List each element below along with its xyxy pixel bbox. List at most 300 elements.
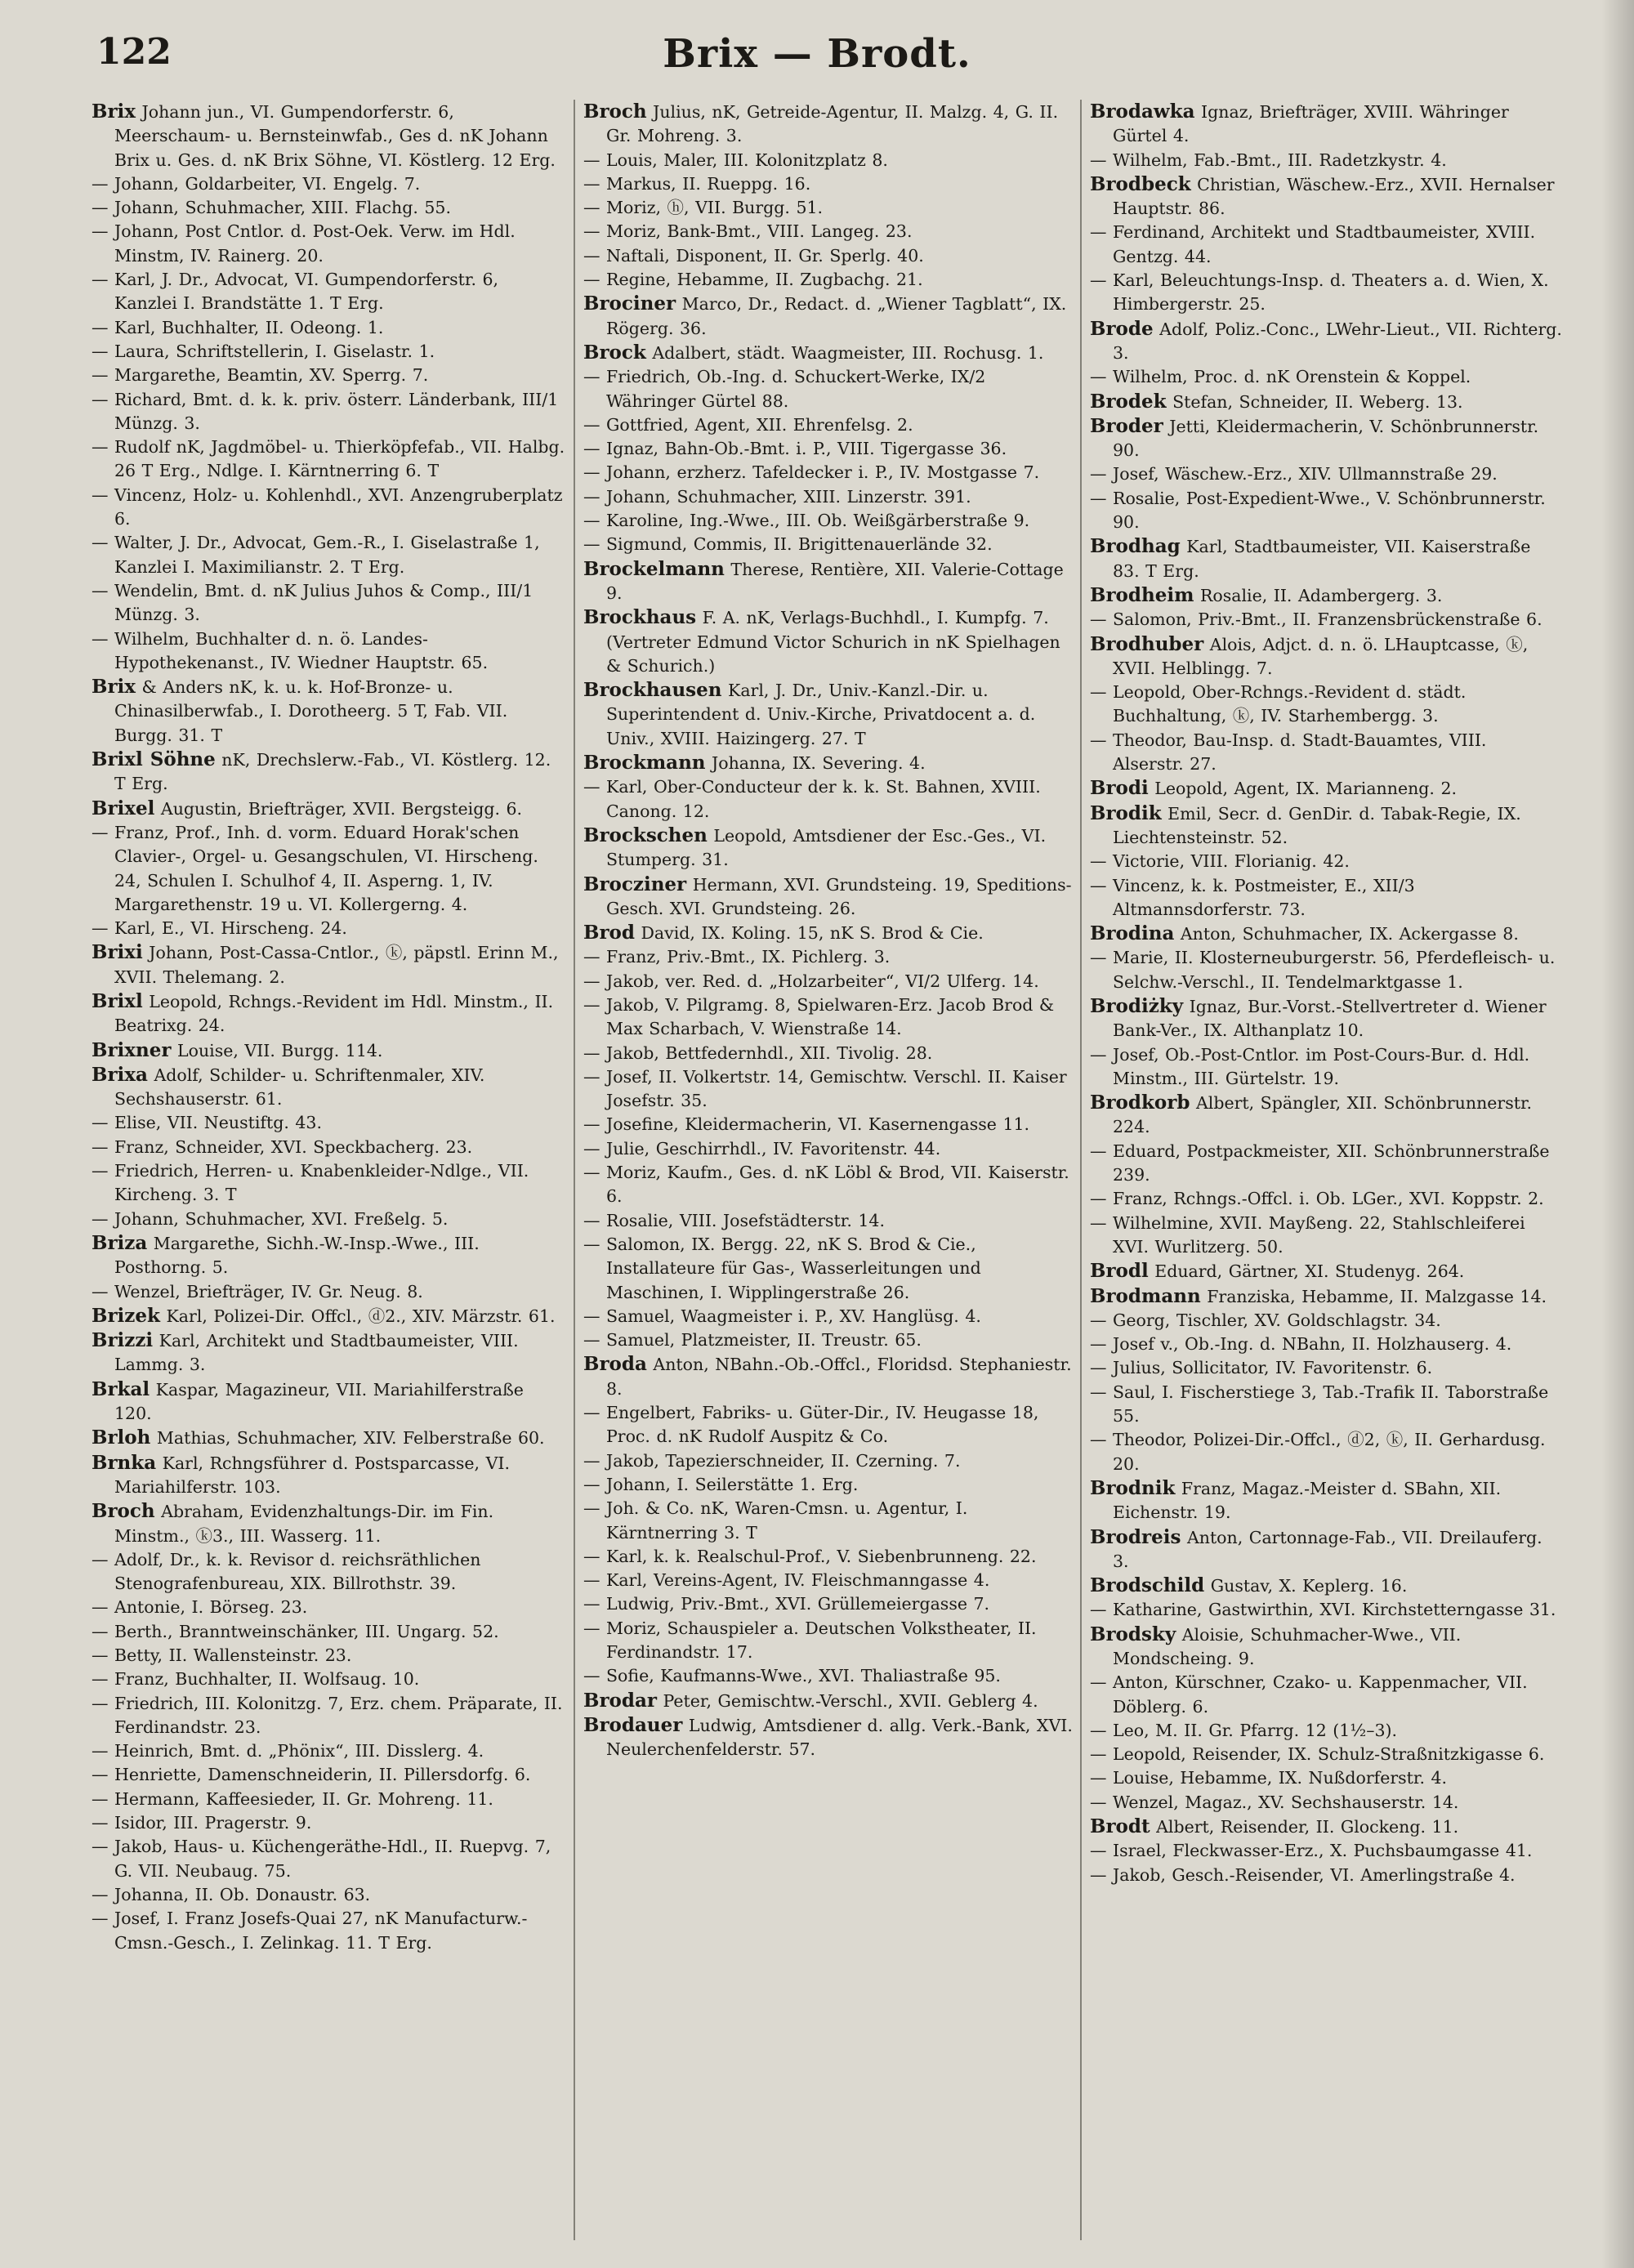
entry-text: Leopold, Agent, IX. Marianneng. 2. <box>1148 779 1458 799</box>
directory-entry <box>92 1111 565 1135</box>
entry-surname: Brock <box>583 341 646 364</box>
entry-text: — Josef, II. Volkertstr. 14, Gemischtw. Verschl. II. Kaiser Josefstr. 35. <box>583 1066 1067 1111</box>
entry-text: — Theodor, Polizei-Dir.-Offcl., ⓓ2, ⓚ, II. Gerhardusg. 20. <box>1090 1430 1546 1474</box>
entry-surname: Briza <box>92 1231 148 1254</box>
directory-entry <box>92 1063 565 1112</box>
directory-entry <box>583 365 1074 413</box>
directory-entry <box>583 873 1074 922</box>
directory-entry <box>583 678 1074 751</box>
directory-entry <box>1090 390 1562 414</box>
directory-entry <box>92 1159 565 1208</box>
entry-text: Louise, VII. Burgg. 114. <box>171 1040 383 1060</box>
entry-text: Anton, Cartonnage-Fab., VII. Dreilauferg. 3. <box>1113 1527 1542 1571</box>
entry-text: Emil, Secr. d. GenDir. d. Tabak-Regie, IX. Liechtensteinstr. 52. <box>1113 803 1521 847</box>
entry-text: — Samuel, Waagmeister i. P., XV. Hanglüsg. 4. <box>583 1306 981 1326</box>
entry-text: — Eduard, Postpackmeister, XII. Schönbrunnerstraße 239. <box>1090 1141 1550 1185</box>
directory-entry <box>92 821 565 917</box>
entry-surname: Broda <box>583 1353 647 1376</box>
entry-surname: Brodina <box>1090 922 1175 945</box>
entry-text: Gustav, X. Keplerg. 16. <box>1204 1576 1408 1596</box>
entry-surname: Brociner <box>583 292 676 315</box>
directory-entry <box>1090 534 1562 583</box>
entry-text: — Franz, Priv.-Bmt., IX. Pichlerg. 3. <box>583 947 891 967</box>
entry-surname: Brix <box>92 676 136 699</box>
directory-entry <box>92 1596 565 1619</box>
directory-entry <box>583 413 1074 437</box>
entry-text: Karl, Architekt und Stadtbaumeister, VIII. Lammg. 3. <box>114 1331 519 1375</box>
entry-text: Therese, Rentière, XII. Valerie-Cottage 9. <box>606 559 1064 603</box>
directory-entry <box>583 244 1074 268</box>
directory-entry <box>1090 729 1562 777</box>
directory-entry <box>1090 1525 1562 1574</box>
directory-entry <box>1090 874 1562 922</box>
entry-text: F. A. nK, Verlags-Buchhdl., I. Kumpfg. 7. (Vertreter Edmund Victor Schurich in nK Spielhagen & Schurich.) <box>606 608 1060 676</box>
entry-text: Rosalie, II. Adambergerg. 3. <box>1194 585 1443 605</box>
directory-entry <box>1090 1284 1562 1309</box>
directory-entry <box>583 775 1074 824</box>
entry-text: — Richard, Bmt. d. k. k. priv. österr. Länderbank, III/1 Münzg. 3. <box>92 389 559 433</box>
entry-surname: Brodawka <box>1090 100 1195 123</box>
entry-text: — Wilhelm, Proc. d. nK Orenstein & Koppel. <box>1090 367 1471 387</box>
entry-surname: Brizek <box>92 1304 160 1327</box>
entry-text: — Joh. & Co. nK, Waren-Cmsn. u. Agentur, I. Kärntnerring 3. T <box>583 1498 968 1543</box>
entry-text: — Friedrich, Ob.-Ing. d. Schuckert-Werke, IX/2 Währinger Gürtel 88. <box>583 367 986 411</box>
entry-surname: Brodiżky <box>1090 994 1184 1017</box>
directory-entry <box>1090 1766 1562 1790</box>
entry-text: — Josef, Ob.-Post-Cntlor. im Post-Cours-Bur. d. Hdl. Minstm., III. Gürtelstr. 19. <box>1090 1044 1530 1088</box>
entry-surname: Brodreis <box>1090 1525 1181 1548</box>
entry-surname: Brodschild <box>1090 1574 1205 1597</box>
entry-text: — Moriz, ⓗ, VII. Burgg. 51. <box>583 198 824 218</box>
entry-text: — Johann, Schuhmacher, XVI. Freßelg. 5. <box>92 1208 449 1229</box>
directory-entry <box>92 797 565 821</box>
entry-text: — Leo, M. II. Gr. Pfarrg. 12 (1½–3). <box>1090 1720 1398 1740</box>
entry-text: — Louis, Maler, III. Kolonitzplatz 8. <box>583 150 888 170</box>
directory-entry <box>583 1161 1074 1209</box>
directory-entry <box>583 1473 1074 1497</box>
entry-surname: Brkal <box>92 1377 150 1400</box>
directory-entry <box>1090 583 1562 608</box>
directory-entry <box>1090 100 1562 149</box>
directory-entry <box>583 1233 1074 1305</box>
entry-text: — Jakob, Haus- u. Küchengeräthe-Hdl., II. Ruepvg. 7, G. VII. Neubaug. 75. <box>92 1837 551 1881</box>
entry-text: — Anton, Kürschner, Czako- u. Kappenmacher, VII. Döblerg. 6. <box>1090 1672 1528 1717</box>
directory-entry <box>92 316 565 340</box>
directory-entry <box>583 100 1074 149</box>
entry-text: — Johann, Schuhmacher, XIII. Linzerstr. 391. <box>583 486 971 507</box>
entry-surname: Brodi <box>1090 777 1149 800</box>
directory-entry <box>1090 1333 1562 1356</box>
entry-text: — Laura, Schriftstellerin, I. Giselastr. 1. <box>92 341 435 361</box>
entry-text: — Karl, k. k. Realschul-Prof., V. Siebenbrunneng. 22. <box>583 1546 1037 1566</box>
directory-entry <box>583 341 1074 365</box>
directory-entry <box>92 1668 565 1691</box>
directory-entry <box>1090 681 1562 729</box>
entry-text: — Margarethe, Beamtin, XV. Sperrg. 7. <box>92 365 429 386</box>
directory-entry <box>583 292 1074 341</box>
entry-text: Stefan, Schneider, II. Weberg. 13. <box>1166 391 1463 412</box>
entry-text: — Katharine, Gastwirthin, XVI. Kirchstetterngasse 31. <box>1090 1600 1556 1620</box>
directory-entry <box>92 484 565 532</box>
entry-text: & Anders nK, k. u. k. Hof-Bronze- u. Chinasilberwfab., I. Dorotheerg. 5 T, Fab. VII. Burgg. 31. T <box>114 677 508 745</box>
directory-entry <box>1090 1791 1562 1815</box>
entry-text: — Josef, I. Franz Josefs-Quai 27, nK Manufacturw.-Cmsn.-Gesch., I. Zelinkag. 11. T Erg. <box>92 1909 528 1953</box>
directory-entry <box>92 1620 565 1644</box>
directory-entry <box>583 1664 1074 1688</box>
entry-surname: Brodhuber <box>1090 632 1204 655</box>
entry-text: — Leopold, Reisender, IX. Schulz-Straßnitzkigasse 6. <box>1090 1744 1545 1765</box>
entry-surname: Brodauer <box>583 1713 683 1736</box>
entry-surname: Brnka <box>92 1451 157 1474</box>
entry-surname: Brodheim <box>1090 583 1194 606</box>
running-title: Brix — Brodt. <box>663 31 971 77</box>
entry-text: — Jakob, Bettfedernhdl., XII. Tivolig. 28. <box>583 1042 933 1063</box>
entry-text: — Walter, J. Dr., Advocat, Gem.-R., I. Giselastraße 1, Kanzlei I. Maximilianstr. 2. T Erg. <box>92 533 540 577</box>
entry-surname: Brodkorb <box>1090 1092 1190 1114</box>
entry-text: — Johann, Goldarbeiter, VI. Engelg. 7. <box>92 173 421 194</box>
directory-entry <box>1090 1574 1562 1598</box>
entry-text: — Theodor, Bau-Insp. d. Stadt-Bauamtes, VIII. Alserstr. 27. <box>1090 730 1487 775</box>
entry-text: — Wenzel, Briefträger, IV. Gr. Neug. 8. <box>92 1281 423 1301</box>
directory-entry <box>1090 269 1562 317</box>
entry-surname: Brixl Söhne <box>92 748 216 771</box>
entry-text: Karl, Stadtbaumeister, VII. Kaiserstraße 83. T Erg. <box>1113 537 1531 581</box>
directory-entry <box>92 1883 565 1907</box>
directory-entry <box>583 220 1074 243</box>
entry-text: — Friedrich, III. Kolonitzg. 7, Erz. chem. Präparate, II. Ferdinandstr. 23. <box>92 1693 563 1737</box>
entry-text: Karl, J. Dr., Univ.-Kanzl.-Dir. u. Superintendent d. Univ.-Kirche, Privatdocent a. d. Univ., XVIII. Haizingerg. 27. T <box>606 681 1036 748</box>
entry-text: Albert, Reisender, II. Glockeng. 11. <box>1150 1817 1459 1837</box>
entry-text: — Antonie, I. Börseg. 23. <box>92 1597 308 1618</box>
directory-entry <box>92 268 565 316</box>
entry-text: — Franz, Schneider, XVI. Speckbacherg. 23. <box>92 1136 473 1157</box>
entry-text: Johann jun., VI. Gumpendorferstr. 6, Meerschaum- u. Bernsteinwfab., Ges d. nK Johann Brix u. Ges. d. nK Brix Söhne, VI. Köstlerg. 12 Erg. <box>114 102 556 170</box>
entry-text: nK, Drechslerw.-Fab., VI. Köstlerg. 12. T Erg. <box>114 750 551 794</box>
directory-entry <box>92 1499 565 1548</box>
entry-text: Margarethe, Sichh.-W.-Insp.-Wwe., III. Posthorng. 5. <box>114 1233 480 1278</box>
directory-entry <box>1090 1864 1562 1887</box>
directory-entry <box>583 921 1074 945</box>
directory-entry <box>92 1835 565 1883</box>
directory-entry <box>583 461 1074 484</box>
directory-entry <box>1090 801 1562 850</box>
entry-surname: Brix <box>92 100 136 123</box>
entry-text: — Victorie, VIII. Florianig. 42. <box>1090 851 1350 872</box>
directory-entry <box>1090 1381 1562 1429</box>
directory-entry <box>92 364 565 387</box>
entry-text: — Rosalie, Post-Expedient-Wwe., V. Schönbrunnerstr. 90. <box>1090 488 1546 533</box>
entry-text: — Elise, VII. Neustiftg. 43. <box>92 1113 322 1133</box>
entry-text: Ignaz, Briefträger, XVIII. Währinger Gürtel 4. <box>1113 102 1509 146</box>
entry-text: — Julie, Geschirrhdl., IV. Favoritenstr. 44. <box>583 1138 941 1159</box>
directory-entry <box>92 1692 565 1740</box>
entry-text: Johanna, IX. Severing. 4. <box>705 753 926 774</box>
entry-text: — Vincenz, Holz- u. Kohlenhdl., XVI. Anzengruberplatz 6. <box>92 484 563 529</box>
entry-surname: Brodl <box>1090 1260 1149 1283</box>
directory-entry <box>583 1328 1074 1352</box>
entry-text: — Friedrich, Herren- u. Knabenkleider-Ndlge., VII. Kircheng. 3. T <box>92 1161 529 1205</box>
entry-text: — Wilhelm, Fab.-Bmt., III. Radetzkystr. 4. <box>1090 150 1447 170</box>
entry-text: — Johann, erzherz. Tafeldecker i. P., IV. Mostgasse 7. <box>583 462 1040 483</box>
directory-entry <box>1090 487 1562 535</box>
entry-text: — Johanna, II. Ob. Donaustr. 63. <box>92 1884 371 1904</box>
entry-surname: Broch <box>92 1500 155 1523</box>
directory-entry <box>92 435 565 484</box>
directory-entry <box>583 1497 1074 1545</box>
entry-surname: Brockhaus <box>583 606 697 629</box>
entry-text: — Gottfried, Agent, XII. Ehrenfelsg. 2. <box>583 414 913 435</box>
entry-text: — Hermann, Kaffeesieder, II. Gr. Mohreng. 11. <box>92 1788 493 1809</box>
directory-entry <box>92 1788 565 1811</box>
directory-entry <box>583 1545 1074 1569</box>
directory-entry <box>583 1137 1074 1161</box>
directory-entry <box>583 751 1074 775</box>
entry-surname: Brixl <box>92 989 143 1012</box>
page-header <box>0 23 1634 96</box>
directory-entry <box>92 340 565 364</box>
entry-text: — Moriz, Schauspieler a. Deutschen Volkstheater, II. Ferdinandstr. 17. <box>583 1618 1037 1662</box>
entry-text: — Heinrich, Bmt. d. „Phönix“, III. Disslerg. 4. <box>92 1741 484 1761</box>
directory-entry <box>1090 1476 1562 1525</box>
entry-surname: Brod <box>583 922 635 944</box>
entry-text: — Josef, Wäschew.-Erz., XIV. Ullmannstraße 29. <box>1090 464 1498 484</box>
directory-entry <box>92 917 565 940</box>
entry-text: — Franz, Buchhalter, II. Wolfsaug. 10. <box>92 1669 420 1690</box>
directory-entry <box>1090 172 1562 221</box>
entry-text: Julius, nK, Getreide-Agentur, II. Malzg. 4, G. II. Gr. Mohreng. 3. <box>606 102 1059 146</box>
directory-entry <box>92 1548 565 1596</box>
entry-text: — Sigmund, Commis, II. Brigittenauerlände 32. <box>583 534 993 555</box>
entry-surname: Brodhag <box>1090 535 1181 558</box>
entry-text: — Karl, Buchhalter, II. Odeong. 1. <box>92 317 384 337</box>
directory-entry <box>583 509 1074 533</box>
directory-entry <box>583 437 1074 461</box>
directory-entry <box>1090 1719 1562 1743</box>
entry-text: Ludwig, Amtsdiener d. allg. Verk.-Bank, XVI. Neulerchenfelderstr. 57. <box>606 1715 1073 1760</box>
directory-entry <box>92 531 565 579</box>
column-divider <box>1080 100 1082 2240</box>
directory-entry <box>1090 149 1562 172</box>
entry-text: Peter, Gemischtw.-Verschl., XVII. Geblerg 4. <box>657 1690 1038 1711</box>
entry-text: — Georg, Tischler, XV. Goldschlagstr. 34. <box>1090 1310 1441 1330</box>
entry-surname: Brodek <box>1090 390 1167 413</box>
entry-text: Marco, Dr., Redact. d. „Wiener Tagblatt“, IX. Rögerg. 36. <box>606 294 1067 338</box>
directory-entry <box>92 1426 565 1450</box>
directory-entry <box>92 989 565 1038</box>
entry-text: — Moriz, Kaufm., Ges. d. nK Löbl & Brod, VII. Kaiserstr. 6. <box>583 1163 1069 1207</box>
entry-surname: Brixa <box>92 1063 148 1086</box>
entry-text: Johann, Post-Cassa-Cntlor., ⓚ, päpstl. Erinn M., XVII. Thelemang. 2. <box>114 943 559 987</box>
directory-entry <box>583 196 1074 220</box>
directory-entry <box>583 533 1074 556</box>
entry-text: Franziska, Hebamme, II. Malzgasse 14. <box>1200 1286 1547 1306</box>
entry-text: Hermann, XVI. Grundsteing. 19, Speditions-Gesch. XVI. Grundsteing. 26. <box>606 874 1072 918</box>
directory-entry <box>92 100 565 172</box>
directory-entry <box>92 1038 565 1063</box>
entry-text: — Wendelin, Bmt. d. nK Julius Juhos & Comp., III/1 Münzg. 3. <box>92 580 534 625</box>
directory-entry <box>583 1352 1074 1401</box>
directory-entry <box>1090 946 1562 994</box>
entry-surname: Brixi <box>92 941 143 964</box>
entry-text: — Berth., Branntweinschänker, III. Ungarg. 52. <box>92 1621 499 1641</box>
entry-text: Jetti, Kleidermacherin, V. Schönbrunnerstr. 90. <box>1113 416 1539 461</box>
entry-text: Leopold, Rchngs.-Revident im Hdl. Minstm., II. Beatrixg. 24. <box>114 991 554 1036</box>
entry-surname: Broch <box>583 100 647 123</box>
directory-entry <box>92 1644 565 1668</box>
directory-entry <box>1090 462 1562 486</box>
entry-text: — Louise, Hebamme, IX. Nußdorferstr. 4. <box>1090 1768 1448 1788</box>
directory-entry <box>583 557 1074 606</box>
directory-entry <box>92 579 565 627</box>
entry-surname: Broder <box>1090 414 1163 437</box>
entry-text: — Josefine, Kleidermacherin, VI. Kasernengasse 11. <box>583 1114 1030 1135</box>
column-3 <box>1090 100 1562 2240</box>
entry-surname: Brodar <box>583 1689 658 1712</box>
directory-entry <box>583 1689 1074 1713</box>
entry-text: — Karoline, Ing.-Wwe., III. Ob. Weißgärberstraße 9. <box>583 511 1030 531</box>
entry-surname: Brockhausen <box>583 679 722 702</box>
entry-text: — Ignaz, Bahn-Ob.-Bmt. i. P., VIII. Tigergasse 36. <box>583 439 1007 459</box>
column-divider <box>574 100 575 2240</box>
entry-surname: Brizzi <box>92 1329 154 1352</box>
entry-surname: Brodt <box>1090 1815 1150 1838</box>
entry-text: — Sofie, Kaufmanns-Wwe., XVI. Thaliastraße 95. <box>583 1666 1001 1686</box>
directory-entry <box>1090 1671 1562 1719</box>
directory-entry <box>1090 414 1562 463</box>
directory-entry <box>583 945 1074 969</box>
directory-entry <box>583 1209 1074 1233</box>
entry-text: — Franz, Prof., Inh. d. vorm. Eduard Horak'schen Clavier-, Orgel- u. Gesangschulen, VI. Hirscheng. 24, Schulen I. Schulhof 4, II. Asperng. 1, IV. Margarethenstr. 19 u. VI. Kollergerng. 4. <box>92 822 538 914</box>
directory-entry <box>583 1113 1074 1136</box>
entry-text: — Engelbert, Fabriks- u. Güter-Dir., IV. Heugasse 18, Proc. d. nK Rudolf Auspitz & Co. <box>583 1403 1039 1447</box>
entry-surname: Brockelmann <box>583 557 725 580</box>
directory-entry <box>583 485 1074 509</box>
directory-entry <box>1090 1212 1562 1260</box>
entry-text: Anton, Schuhmacher, IX. Ackergasse 8. <box>1174 924 1519 944</box>
entry-text: — Adolf, Dr., k. k. Revisor d. reichsräthlichen Stenografenbureau, XIX. Billrothstr. 39. <box>92 1549 481 1594</box>
entry-surname: Brloh <box>92 1426 151 1449</box>
entry-surname: Brodbeck <box>1090 172 1191 195</box>
entry-surname: Brixner <box>92 1038 172 1061</box>
directory-entry <box>1090 850 1562 873</box>
entry-text: — Markus, II. Rueppg. 16. <box>583 173 811 194</box>
entry-text: David, IX. Koling. 15, nK S. Brod & Cie. <box>634 923 984 944</box>
directory-entry <box>1090 1598 1562 1622</box>
directory-entry <box>583 1065 1074 1114</box>
directory-entry <box>92 1763 565 1787</box>
entry-surname: Brode <box>1090 317 1154 340</box>
entry-text: — Jakob, ver. Red. d. „Holzarbeiter“, VI/2 Ulferg. 14. <box>583 971 1039 991</box>
entry-surname: Brodmann <box>1090 1284 1201 1307</box>
directory-entry <box>1090 1356 1562 1380</box>
entry-text: — Naftali, Disponent, II. Gr. Sperlg. 40. <box>583 245 924 266</box>
entry-surname: Brodnik <box>1090 1476 1176 1499</box>
entry-text: — Franz, Rchngs.-Offcl. i. Ob. LGer., XVI. Koppstr. 2. <box>1090 1189 1544 1209</box>
entry-text: — Wilhelmine, XVII. Mayßeng. 22, Stahlschleiferei XVI. Wurlitzerg. 50. <box>1090 1212 1525 1257</box>
directory-entry <box>92 1231 565 1280</box>
directory-entry <box>1090 1839 1562 1863</box>
directory-entry <box>583 1713 1074 1762</box>
page-edge-shadow <box>1601 0 1634 2268</box>
directory-entry <box>1090 608 1562 632</box>
directory-entry <box>92 1136 565 1159</box>
entry-text: Albert, Spängler, XII. Schönbrunnerstr. 224. <box>1113 1093 1533 1137</box>
entry-surname: Brockmann <box>583 752 706 775</box>
entry-text: Ignaz, Bur.-Vorst.-Stellvertreter d. Wiener Bank-Ver., IX. Althanplatz 10. <box>1113 996 1547 1041</box>
entry-text: Eduard, Gärtner, XI. Studenyg. 264. <box>1148 1261 1465 1282</box>
entry-text: Adolf, Schilder- u. Schriftenmaler, XIV. Sechshauserstr. 61. <box>114 1065 485 1109</box>
directory-entry <box>92 1208 565 1231</box>
entry-text: — Jakob, Gesch.-Reisender, VI. Amerlingstraße 4. <box>1090 1864 1516 1885</box>
entry-surname: Brocziner <box>583 873 687 895</box>
entry-text: Leopold, Amtsdiener der Esc.-Ges., VI. Stumperg. 31. <box>606 825 1047 870</box>
directory-entry <box>92 1377 565 1426</box>
entry-text: Alois, Adjct. d. n. ö. LHauptcasse, ⓚ, XVII. Helblingg. 7. <box>1113 634 1529 678</box>
entry-text: — Rudolf nK, Jagdmöbel- u. Thierköpfefab., VII. Halbg. 26 T Erg., Ndlge. I. Kärntnerring 6. T <box>92 437 565 481</box>
directory-entry <box>92 1739 565 1763</box>
entry-surname: Brodsky <box>1090 1623 1176 1645</box>
directory-entry <box>583 172 1074 196</box>
directory-entry <box>1090 1043 1562 1092</box>
directory-entry <box>1090 1187 1562 1211</box>
directory-entry <box>1090 1309 1562 1333</box>
entry-text: — Salomon, IX. Bergg. 22, nK S. Brod & Cie., Installateure für Gas-, Wasserleitungen und Maschinen, I. Wipplingerstraße 26. <box>583 1234 981 1302</box>
column-1 <box>92 100 565 2240</box>
entry-text: — Johann, I. Seilerstätte 1. Erg. <box>583 1474 859 1494</box>
entry-text: Adalbert, städt. Waagmeister, III. Rochusg. 1. <box>645 342 1044 363</box>
directory-entry <box>1090 1091 1562 1140</box>
entry-text: — Johann, Post Cntlor. d. Post-Oek. Verw. im Hdl. Minstm, IV. Rainerg. 20. <box>92 221 516 266</box>
directory-entry <box>583 605 1074 678</box>
directory-entry <box>92 1328 565 1377</box>
entry-text: — Samuel, Platzmeister, II. Treustr. 65. <box>583 1330 922 1351</box>
directory-entry <box>1090 1743 1562 1766</box>
directory-entry <box>1090 994 1562 1043</box>
entry-text: — Marie, II. Klosterneuburgerstr. 56, Pferdefleisch- u. Selchw.-Verschl., II. Tendelmarktgasse 1. <box>1090 948 1556 992</box>
entry-text: — Betty, II. Wallensteinstr. 23. <box>92 1645 352 1665</box>
directory-entry <box>92 1304 565 1328</box>
directory-entry <box>1090 922 1562 946</box>
directory-entry <box>583 993 1074 1042</box>
entry-text: Christian, Wäschew.-Erz., XVII. Hernalser Hauptstr. 86. <box>1113 174 1555 219</box>
entry-text: Franz, Magaz.-Meister d. SBahn, XII. Eichenstr. 19. <box>1113 1478 1502 1523</box>
directory-entry <box>1090 1259 1562 1284</box>
directory-entry <box>1090 1428 1562 1476</box>
directory-entry <box>583 1042 1074 1065</box>
entry-text: Adolf, Poliz.-Conc., LWehr-Lieut., VII. Richterg. 3. <box>1113 319 1562 363</box>
entry-text: Anton, NBahn.-Ob.-Offcl., Floridsd. Stephaniestr. 8. <box>606 1355 1072 1399</box>
entry-text: — Isidor, III. Pragerstr. 9. <box>92 1813 312 1833</box>
directory-entry <box>92 627 565 676</box>
entry-text: — Jakob, V. Pilgramg. 8, Spielwaren-Erz. Jacob Brod & Max Scharbach, V. Wienstraße 14. <box>583 994 1055 1039</box>
entry-text: — Wilhelm, Buchhalter d. n. ö. Landes-Hypothekenanst., IV. Wiedner Hauptstr. 65. <box>92 628 489 672</box>
entry-surname: Brockschen <box>583 824 708 846</box>
directory-entry <box>92 196 565 220</box>
directory-entry <box>583 149 1074 172</box>
entry-text: Abraham, Evidenzhaltungs-Dir. im Fin. Minstm., ⓚ3., III. Wasserg. 11. <box>114 1502 494 1546</box>
entry-text: — Ferdinand, Architekt und Stadtbaumeister, XVIII. Gentzg. 44. <box>1090 222 1536 266</box>
directory-entry <box>1090 1815 1562 1839</box>
directory-entry <box>1090 317 1562 366</box>
entry-text: — Regine, Hebamme, II. Zugbachg. 21. <box>583 270 923 290</box>
entry-text: — Josef v., Ob.-Ing. d. NBahn, II. Holzhauserg. 4. <box>1090 1334 1512 1355</box>
directory-entry <box>583 970 1074 993</box>
directory-entry <box>92 388 565 436</box>
entry-text: — Henriette, Damenschneiderin, II. Pillersdorfg. 6. <box>92 1765 531 1785</box>
directory-entry <box>92 1907 565 1955</box>
entry-text: Augustin, Briefträger, XVII. Bergsteigg. 6. <box>154 798 523 819</box>
entry-text: — Leopold, Ober-Rchngs.-Revident d. städt. Buchhaltung, ⓚ, IV. Starhembergg. 3. <box>1090 682 1467 726</box>
